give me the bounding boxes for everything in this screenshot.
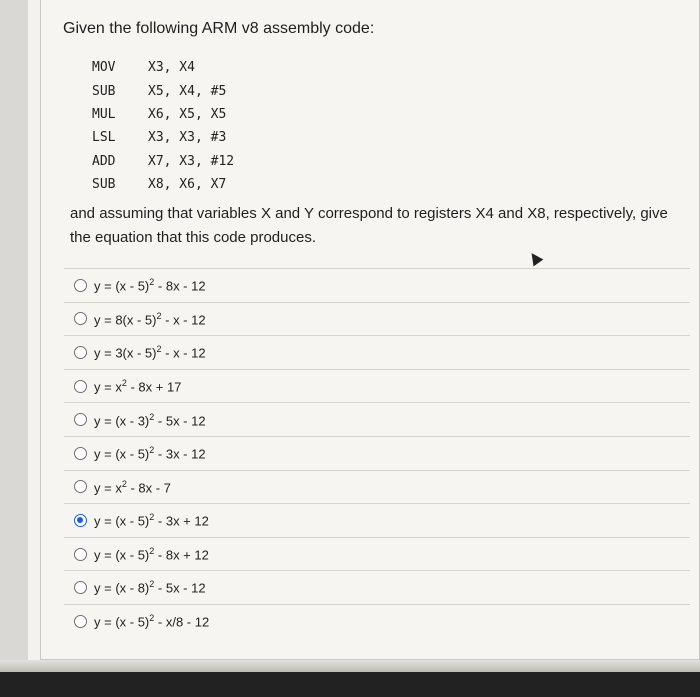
code-operands: X6, X5, X5 [148, 106, 227, 122]
answer-option-3[interactable] [64, 335, 690, 369]
answer-option-label: y = 8(x - 5)$^2$ - x - 12 [94, 310, 206, 328]
radio-button-icon[interactable] [74, 413, 87, 426]
code-operands: X5, X4, #5 [148, 83, 227, 99]
answer-option-1[interactable] [64, 268, 690, 302]
monitor-bezel-shadow [0, 660, 700, 672]
code-opcode: LSL [92, 130, 116, 146]
radio-button-icon[interactable] [74, 615, 87, 628]
code-opcode: SUB [92, 177, 116, 193]
answer-option-label: y = (x - 5)$^2$ - 8x + 12 [94, 545, 209, 563]
radio-button-icon[interactable] [74, 346, 87, 359]
monitor-bezel [0, 672, 700, 697]
code-opcode: SUB [92, 83, 116, 99]
answer-option-label: y = (x - 8)$^2$ - 5x - 12 [94, 579, 206, 596]
answer-option-9[interactable] [64, 537, 690, 571]
question-explanation: and assuming that variables X and Y correspond to registers X4 and X8, respectively, give the equation that this code produces. [70, 205, 668, 246]
assembly-code-block [92, 56, 234, 196]
answer-option-11[interactable] [64, 604, 690, 638]
radio-button-icon[interactable] [74, 548, 87, 561]
radio-button-icon[interactable] [74, 480, 87, 493]
answer-option-2[interactable] [64, 302, 690, 336]
answer-option-8[interactable] [64, 503, 690, 537]
answer-option-label: y = (x - 5)$^2$ - 3x - 12 [94, 445, 206, 462]
radio-button-icon[interactable] [74, 380, 87, 393]
question-prompt: Given the following ARM v8 assembly code: [63, 20, 375, 37]
code-operands: X3, X3, #3 [148, 130, 227, 146]
answer-option-label: $y = x^2 - 8x - 7$ [94, 478, 171, 496]
code-line [92, 173, 234, 196]
answer-options [64, 268, 690, 638]
code-line [92, 103, 234, 126]
code-opcode: MOV [92, 60, 116, 76]
answer-option-label: y = (x - 5)$^2$ - x/8 - 12 [94, 613, 210, 630]
answer-option-6[interactable] [64, 436, 690, 470]
answer-option-10[interactable] [64, 570, 690, 604]
answer-option-7[interactable] [64, 470, 690, 504]
radio-button-icon[interactable] [74, 279, 87, 292]
radio-button-icon[interactable] [74, 312, 87, 325]
code-line [92, 126, 234, 149]
radio-button-selected-icon[interactable] [74, 514, 87, 527]
answer-option-label: y = 3(x - 5)$^2$ - x - 12 [94, 344, 206, 361]
radio-button-icon[interactable] [74, 581, 87, 594]
answer-option-4[interactable] [64, 369, 690, 403]
code-operands: X8, X6, X7 [148, 177, 227, 193]
code-opcode: MUL [92, 106, 116, 122]
answer-option-label: $y = x^2 - 8x + 17$ [94, 377, 182, 395]
answer-option-label: y = (x - 5)$^2$ - 8x - 12 [94, 277, 206, 294]
answer-option-label: y = (x - 5)$^2$ - 3x + 12 [94, 512, 209, 529]
code-line [92, 56, 234, 79]
code-line [92, 150, 234, 173]
answer-option-5[interactable] [64, 402, 690, 436]
answer-option-label: y = (x - 3)$^2$ - 5x - 12 [94, 411, 206, 428]
code-line [92, 79, 234, 102]
radio-button-icon[interactable] [74, 447, 87, 460]
code-opcode: ADD [92, 153, 116, 169]
code-operands: X3, X4 [148, 60, 195, 76]
code-operands: X7, X3, #12 [148, 153, 235, 169]
